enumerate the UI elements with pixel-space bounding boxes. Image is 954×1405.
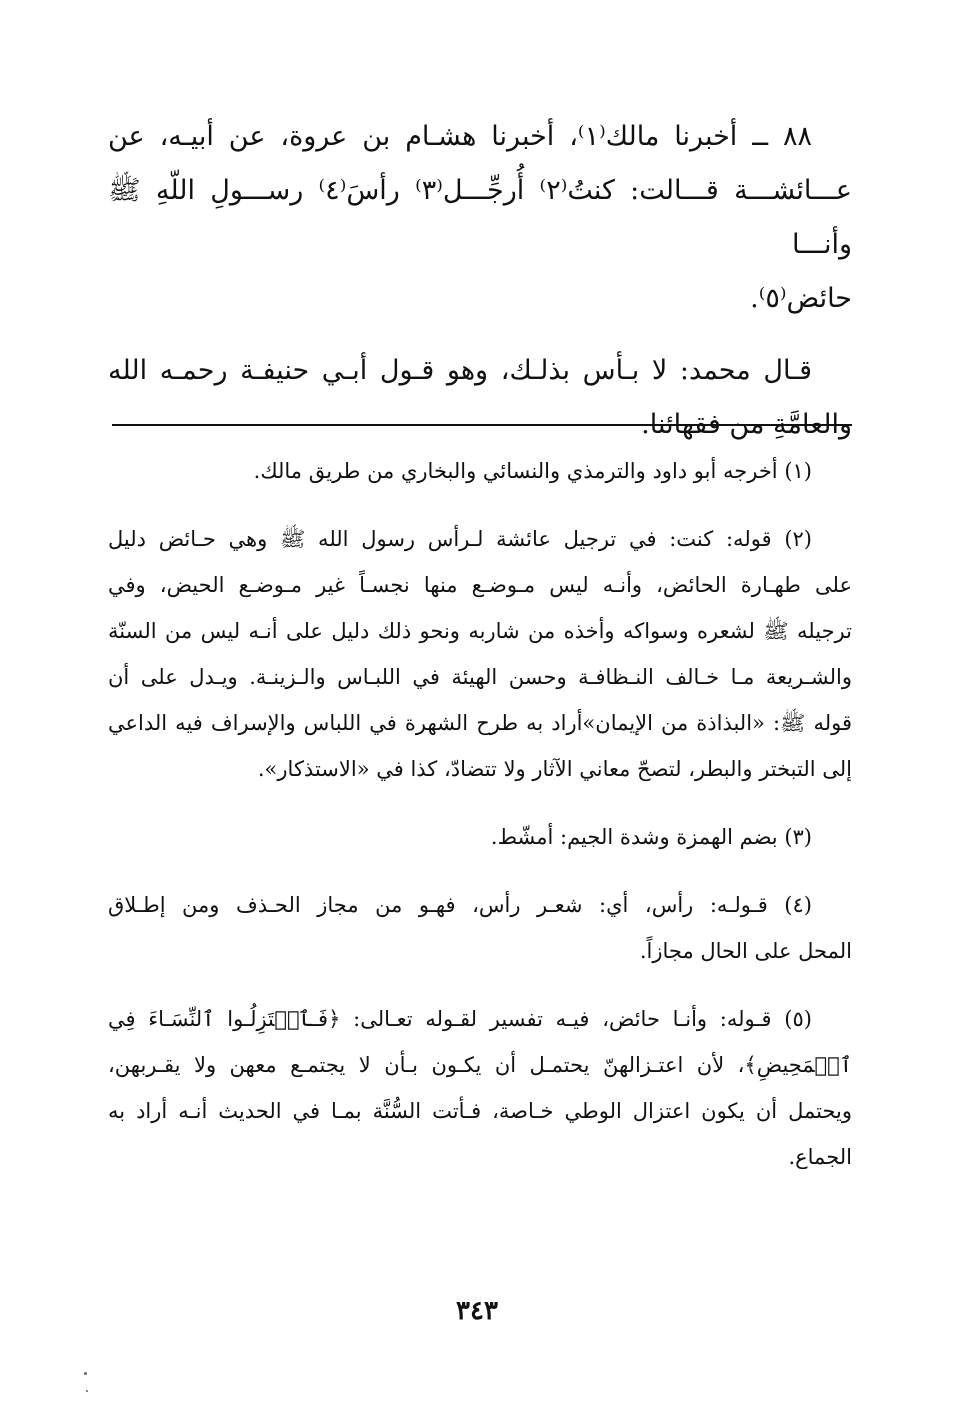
footnote-line: والشـريعة مـا خـالف النـظافـة وحسن الهيئة في اللبـاس والـزينـة. ويـدل على أن [108, 665, 852, 689]
footnote-line: (٣) بضم الهمزة وشدة الجيم: أمشّط. [490, 825, 812, 849]
footnotes [108, 448, 852, 1202]
main-text [108, 110, 852, 470]
hadith-paragraph [108, 110, 852, 326]
hadith-line: ٨٨ ــ أخبرنا مالك⁽١⁾، أخبرنا هشـام بن عروة، عن أبيـه، عن [108, 121, 812, 152]
muhammad-paragraph [108, 344, 852, 452]
footnote-line: ويحتمل أن يكون اعتزال الوطي خـاصة، فـأتت السُّنَّة بمـا في الحديث أنـه أراد به [108, 1099, 853, 1123]
page-number: ٣٤٣ [456, 1296, 498, 1326]
footnote-line: (٥) قـوله: وأنـا حائض، فيـه تفسير لقـوله تعـالى: ﴿فَـٱعۡتَزِلُـوا ٱلنِّسَـاءَ فِي [108, 1007, 812, 1031]
hadith-line: حائض⁽٥⁾. [750, 283, 852, 314]
footnote-line: ٱلۡمَحِيضِ﴾، لأن اعتـزالهنّ يحتمـل أن يكـون بـأن لا يجتمـع معهن ولا يقـربهن، [108, 1053, 852, 1077]
footnote-line: (١) أخرجه أبو داود والترمذي والنسائي والبخاري من طريق مالك. [253, 459, 812, 483]
footnote-line: (٢) قوله: كنت: في ترجيل عائشة لـرأس رسول الله ﷺ وهي حـائض دليل [108, 527, 812, 551]
footnote-5 [108, 996, 852, 1180]
footnote-line: الجماع. [788, 1145, 852, 1169]
muhammad-line: قـال محمد: لا بـأس بذلـك، وهو قـول أبـي حنيفـة رحمـه الله [108, 355, 812, 386]
footnote-line: المحل على الحال مجازاً. [639, 939, 852, 963]
footnote-2 [108, 516, 852, 792]
footnote-3 [108, 814, 852, 860]
scan-speck [86, 1390, 88, 1392]
footnote-1 [108, 448, 852, 494]
footnote-line: على طهـارة الحائض، وأنـه ليس مـوضـع منها نجسـاً غير مـوضـع الحيض، وفي [108, 573, 852, 597]
footnote-line: ترجيله ﷺ لشعره وسواكه وأخذه من شاربه ونحو ذلك دليل على أنـه ليس من السنّة [108, 619, 852, 643]
footnote-line: (٤) قـولـه: رأس، أي: شعـر رأس، فهـو من مجاز الحـذف ومن إطـلاق [108, 893, 812, 917]
hadith-line: عـــائشـــة قـــالت: كنتُ⁽٢⁾ أُرجِّـــل⁽٣⁾ رأسَ⁽٤⁾ رســـولِ اللّهِ ﷺ وأنـــا [108, 175, 852, 260]
footnote-divider [112, 424, 852, 426]
muhammad-line: والعامَّةِ من فقهائنا. [641, 409, 852, 440]
footnote-4 [108, 882, 852, 974]
footnote-line: قوله ﷺ: «البذاذة من الإيمان»أراد به طرح الشهرة في اللباس والإسراف فيه الداعي [108, 711, 852, 735]
footnote-line: إلى التبختر والبطر، لتصحّ معاني الآثار ولا تتضادّ، كذا في «الاستذكار». [257, 757, 852, 781]
scan-speck [84, 1372, 87, 1375]
